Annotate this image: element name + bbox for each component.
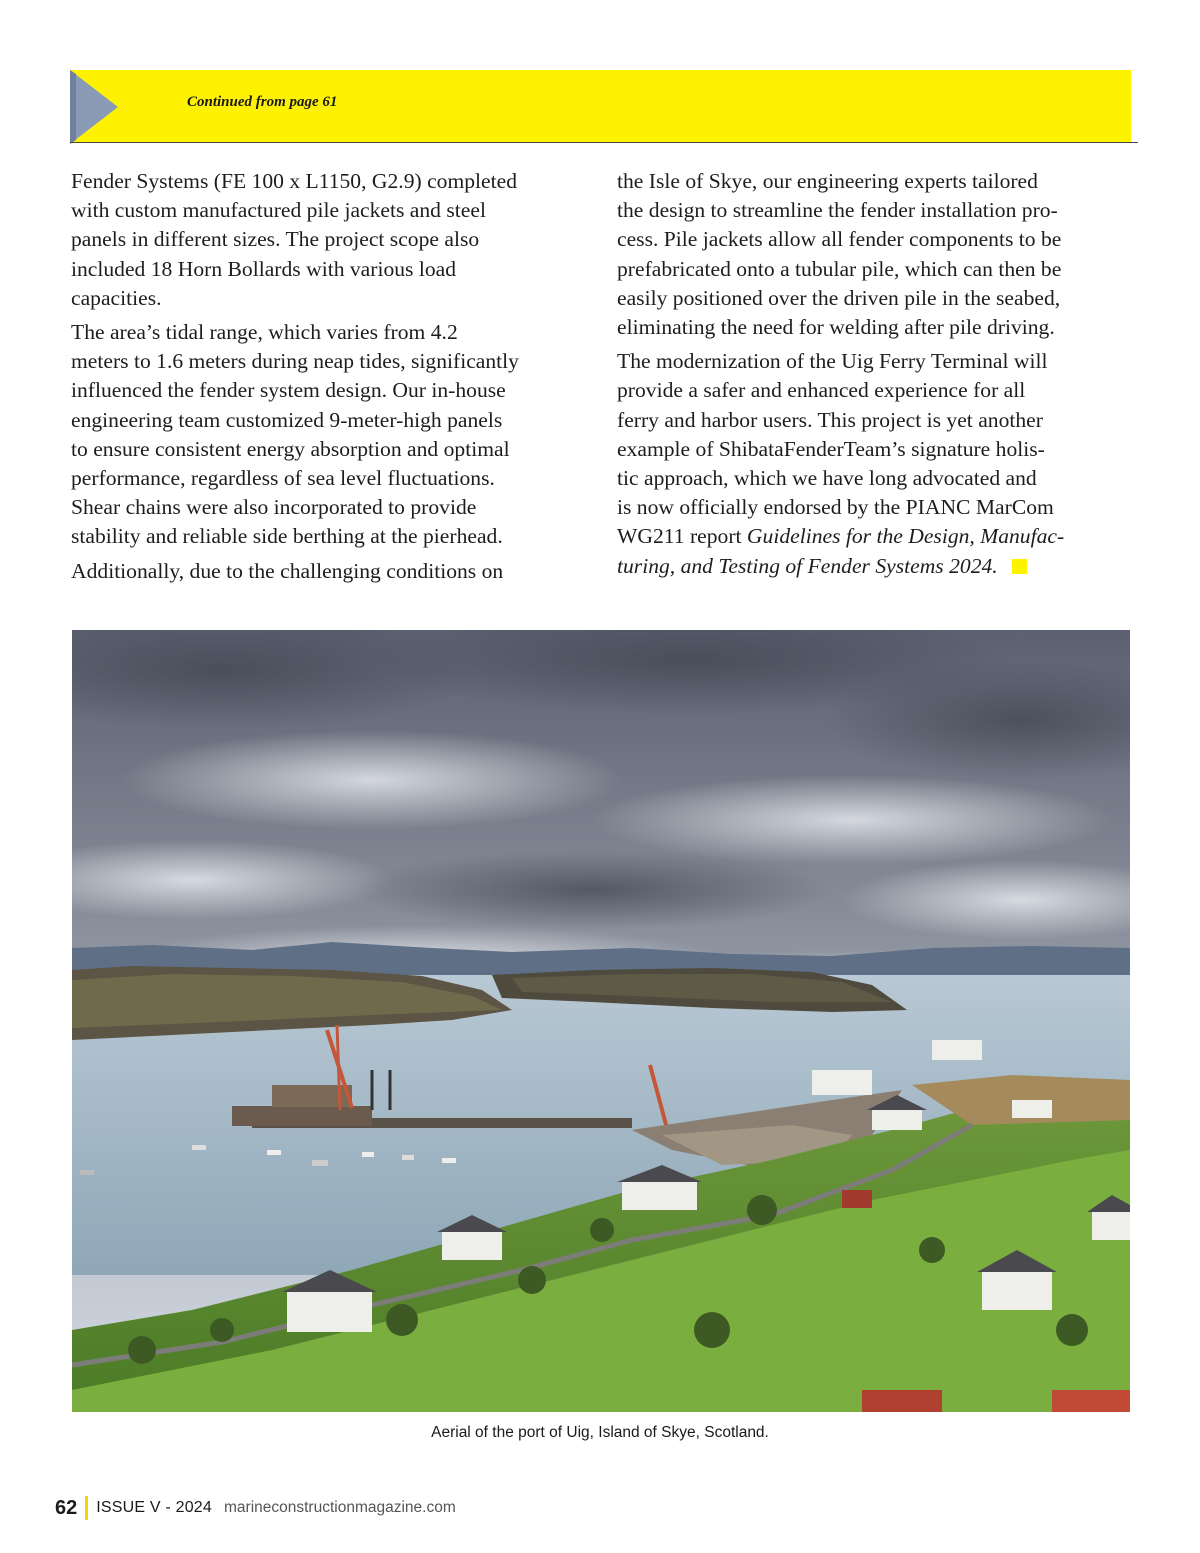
text-line: performance, regardless of sea level fluctuations. [71, 466, 495, 491]
landscape-illustration [72, 630, 1130, 1412]
port-aerial-photo [72, 630, 1130, 1412]
header-rule [70, 142, 1138, 143]
text-line: eliminating the need for welding after pile driving. [617, 315, 1055, 340]
text-line: with custom manufactured pile jackets and steel [71, 198, 486, 223]
paragraph [617, 167, 1129, 342]
text-line: Shear chains were also incorporated to provide [71, 495, 477, 520]
text-line: the Isle of Skye, our engineering experts tailored [617, 169, 1038, 193]
text-line: stability and reliable side berthing at the pierhead. [71, 524, 503, 549]
text-run: WG211 report [617, 524, 747, 549]
italic-title: Guidelines for the Design, Manufac- [746, 524, 1065, 549]
text-line: cess. Pile jackets allow all fender components to be [617, 227, 1062, 252]
italic-title: turing, and Testing of Fender Systems 2024. [617, 553, 998, 578]
paragraph [71, 557, 583, 586]
page-footer [55, 1493, 456, 1523]
photo-caption: Aerial of the port of Uig, Island of Skye, Scotland. [431, 1424, 769, 1441]
paragraph [617, 347, 1129, 581]
end-of-article-mark [1012, 559, 1027, 574]
text-line: ferry and harbor users. This project is yet another [617, 407, 1043, 432]
paragraph [71, 167, 583, 313]
website-label: marineconstructionmagazine.com [224, 1499, 456, 1516]
text-line [617, 552, 1129, 581]
text-line: to ensure consistent energy absorption and optimal [71, 436, 510, 461]
text-line: Additionally, due to the challenging conditions on [71, 558, 504, 583]
footer-divider [85, 1496, 88, 1520]
text-line: influenced the fender system design. Our in-house [71, 378, 506, 403]
paragraph [71, 318, 583, 552]
text-line: tic approach, which we have long advocated and [617, 466, 1037, 491]
continued-from-label: Continued from page 61 [187, 94, 338, 110]
text-line: provide a safer and enhanced experience for all [617, 378, 1026, 403]
text-line: included 18 Horn Bollards with various load [71, 256, 457, 281]
article-right-column [617, 167, 1129, 586]
text-line: engineering team customized 9-meter-high panels [71, 407, 503, 432]
text-line: The modernization of the Uig Ferry Terminal will [617, 349, 1048, 374]
text-line: example of ShibataFenderTeam’s signature holis- [617, 436, 1045, 461]
text-line: capacities. [71, 285, 162, 310]
text-line [617, 522, 1129, 551]
text-line: the design to streamline the fender installation pro- [617, 198, 1058, 223]
text-line: meters to 1.6 meters during neap tides, significantly [71, 349, 519, 374]
text-line: prefabricated onto a tubular pile, which can then be [617, 256, 1062, 281]
text-line: The area’s tidal range, which varies from 4.2 [71, 320, 458, 345]
text-line: panels in different sizes. The project scope also [71, 227, 480, 252]
text-line: easily positioned over the driven pile in the seabed, [617, 285, 1061, 310]
chevron-icon [70, 70, 120, 144]
article-left-column [71, 167, 583, 591]
text-line: is now officially endorsed by the PIANC MarCom [617, 495, 1054, 520]
text-line: Fender Systems (FE 100 x L1150, G2.9) completed [71, 169, 518, 193]
issue-label: ISSUE V - 2024 [96, 1499, 212, 1516]
page-number: 62 [55, 1496, 78, 1519]
